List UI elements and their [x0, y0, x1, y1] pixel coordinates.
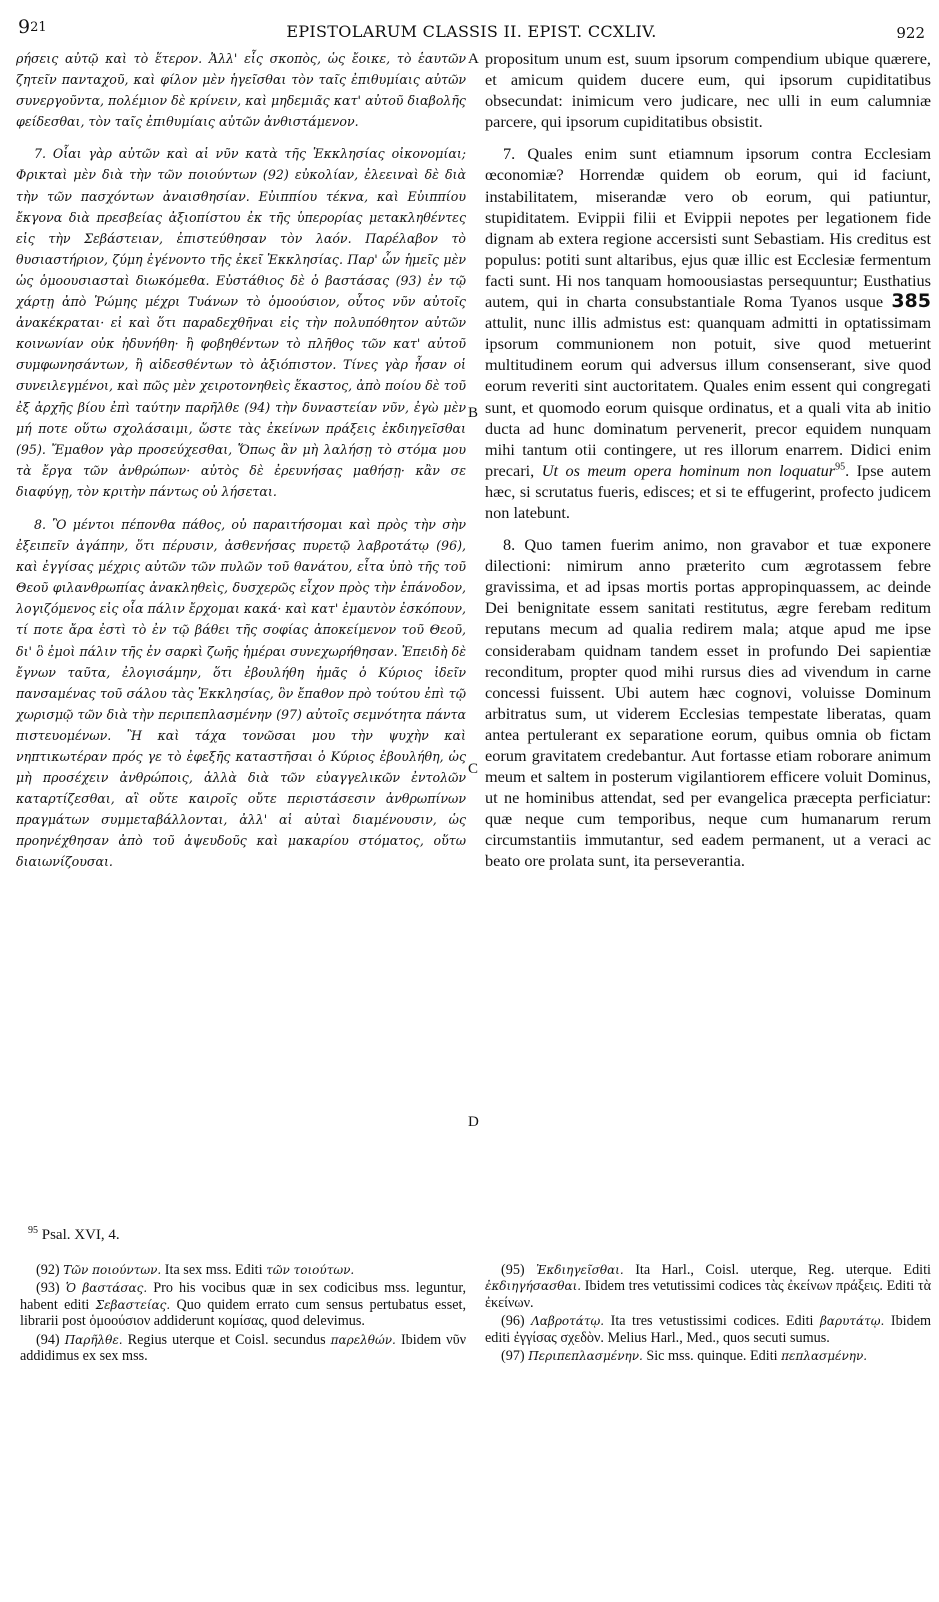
section-marker-b: B [468, 405, 479, 421]
page-number-left: $9^{21}$ [18, 16, 47, 38]
greek-column [16, 48, 466, 873]
running-title: EPISTOLARUM CLASSIS II. EPIST. CCXLIV. [286, 22, 657, 41]
greek-paragraph-8: 8. Ὃ μέντοι πέπονθα πάθος, οὐ παραιτήσομαι καὶ πρὸς τὴν σὴν ἐξειπεῖν ἀγάπην, ὅτι πέρυσιν, ἀσθενήσας πυρετῷ λαβροτάτῳ (96), καὶ ἐγγίσας μέχρις αὐτῶν τῶν πυλῶν τοῦ θανάτου, εἶτα ὑπὸ τῆς τοῦ Θεοῦ φιλανθρωπίας ἀνακληθεὶς, δυσχερῶς εἶχον πρὸς τὴν ἐπάνοδον, λογιζόμενος εἰς οἷα πάλιν ἔρχομαι κακά· καὶ κατ' ἐμαυτὸν ἐσκόπουν, τί ποτε ἄρα ἐστὶ τὸ ἐν τῷ βάθει τῆς σοφίας ἀποκείμενον τοῦ Θεοῦ, δι' ὃ ἐμοὶ πάλιν τῆς ἐν σαρκὶ ζωῆς ἡμέραι συνεχωρήθησαν. Ἐπειδὴ δὲ ἔγνων ταῦτα, ἐλογισάμην, ὅτι ἐβουλήθη ἡμᾶς ὁ Κύριος ἰδεῖν πανσαμένας τοῦ σάλου τὰς Ἐκκλησίας, ὃν ἔπαθον πρὸ τούτου ἐπὶ τῷ χωρισμῷ τῶν διὰ τὴν περιπεπλασμένην (97) αὐτοῖς σεμνότητα πάντα πιστευομένων. Ἢ καὶ τάχα τονῶσαι μου τὴν ψυχὴν καὶ νηπτικωτέραν πρός γε τὸ ἐφεξῆς καταστῆσαι ὁ Κύριος ἐβουλήθη, ὡς μὴ προσέχειν ἀνθρώποις, ἀλλὰ διὰ τῶν εὐαγγελικῶν ἐντολῶν καταρτίζεσθαι, αἳ οὔτε καιροῖς οὔτε περιστάσεσιν ἀνθρωπίνων πραγμάτων συμμεταβάλλονται, ἀλλ' αἱ αὐταὶ διαμένουσιν, ὡς προηνέχθησαν ἀπὸ τοῦ ἀψευδοῦς καὶ μακαρίου στόματος, οὕτω διαιωνίζουσαι. [16, 516, 466, 870]
note-92: (92) Τῶν ποιούντων. Ita sex mss. Editi τῶν τοιούτων. [36, 1262, 355, 1278]
page-number-right: 922 [896, 24, 925, 42]
latin-column [485, 48, 931, 872]
section-marker-a: A [468, 51, 479, 67]
note-93: (93) Ὁ βαστάσας. Pro his vocibus quæ in sex codicibus mss. leguntur, habent editi Σεβαστείας. Quo quidem errato cum sensus pertubatus esset, librarii post ὁμοούσιον addiderunt κομίσας, quod delevimus. [20, 1280, 467, 1330]
greek-paragraph-7: 7. Οἷαι γὰρ αὐτῶν καὶ αἱ νῦν κατὰ τῆς Ἐκκλησίας οἰκονομίαι; Φρικταὶ μὲν διὰ τὴν τῶν ποιούντων (92) εὐκολίαν, ἐλεειναὶ δὲ διὰ τὴν τῶν πασχόντων ἀναισθησίαν. Εὐιππίου τέκνα, καὶ Εὐιππίου ἔκγονα διὰ πρεσβείας ἀξιοπίστου ἐκ τῆς ὑπερορίας μετακληθέντες εἰς τὴν Σεβάστειαν, ἐπιστεύθησαν τὸν λαόν. Παρέλαβον τὸ θυσιαστήριον, ζύμη ἐγένοντο τῆς ἐκεῖ Ἐκκλησίας. Παρ' ὧν ἡμεῖς μὲν ὡς ὁμοουσιασταὶ διωκόμεθα. Εὐστάθιος δὲ ὁ βαστάσας (93) ἐν τῷ χάρτῃ ἀπὸ Ῥώμης μέχρι Τυάνων τὸ ὁμοούσιον, οὗτος νῦν αὐτοῖς ἀνακέκραται· εἰ καὶ ὅτι παραδεχθῆναι εἰς τὴν πολυπόθητον αὐτῶν κοινωνίαν οὐκ ἠδυνήθη· ἢ φοβηθέντων τὸ πλῆθος τῶν κατ' αὐτοῦ συμφωνησάντων, ἢ αἰδεσθέντων τὸ ἀξιόπιστον. Τίνες γὰρ ἦσαν οἱ συνειλεγμένοι, καὶ πῶς μὲν χειροτονηθεὶς ἕκαστος, ἀπὸ ποίου δὲ τοῦ ἐξ ἀρχῆς βίου ἐπὶ ταύτην παρῆλθε (94) τὴν δυναστείαν νῦν, ἐγὼ μὲν μή ποτε οὕτω σχολάσαιμι, ὥστε τὰς ἐκείνων πράξεις ἐκδιηγεῖσθαι (95). Ἔμαθον γὰρ προσεύχεσθαι, Ὅπως ἂν μὴ λαλήσῃ τὸ στόμα μου τὰ ἔργα τῶν ἀνθρώπων· αὐτὸς δὲ ἐρευνήσας μαθήσῃ· κἂν σε διαφύγῃ, τὸν κριτὴν πάντως οὐ λήσεται. [16, 146, 466, 499]
footnote-reference: 95 [835, 461, 846, 473]
scripture-quote: Ut os meum opera hominum non loquatur [541, 460, 836, 480]
greek-paragraph-intro: ρήσεις αὐτῷ καὶ τὸ ἕτερον. Ἀλλ' εἷς σκοπὸς, ὡς ἔοικε, τὸ ἑαυτῶν ζητεῖν πανταχοῦ, καὶ φίλον μὲν ἡγεῖσθαι τὸν ταῖς ἐπιθυμίαις αὐτῶν συνεργοῦντα, πολέμιον δὲ κρίνειν, καὶ μηδεμιᾶς κατ' αὐτοῦ διαβολῆς φείδεσθαι, τὸν ταῖς ἐπιθυμίαις αὐτῶν ἀνθιστάμενον. [16, 51, 466, 130]
page-header [18, 16, 925, 46]
latin-paragraph-8: 8. Quo tamen fuerim animo, non gravabor et tuæ exponere dilectioni: nimirum anno præterito cum ægrotassem febre gravissima, et ad ipsas mortis portas appropinquassem, ac deinde Dei benignitate essem sanitati restitutus, ægre ferebam reditum reputans mecum ad qualia redirem mala; atque apud me ipse considerabam quidnam tandem esset in profundo Dei sapientiæ reconditum, propter quod mihi rursus dies ad vivendum in carne concessi fuissent. Ubi autem hæc cognovi, voluisse Dominum arbitratus sum, ut viderem Ecclesias tempestate liberatas, quam antea pertulerant ex separatione eorum, quibus omnia ob fictam eorum gravitatem credebantur. Aut fortasse etiam roborare animum meum et saltem in posterum vigilantiorem efficere voluit Dominus, ut ne hominibus attendat, sed per evangelica præcepta perficiatur: quæ neque cum temporibus, neque cum humanarum rerum circumstantiis immutantur, sed eadem permanent, ut a veraci ac beato ore prolata sunt, ita perseverantia. [485, 535, 931, 871]
section-marker-d: D [468, 1114, 479, 1130]
note-94: (94) Παρῆλθε. Regius uterque et Coisl. secundus παρελθών. Ibidem νῦν addidimus ex sex mss. [20, 1331, 467, 1365]
scripture-footnote: $^{95}$ Psal. XVI, 4. [28, 1225, 120, 1243]
note-95: (95) Ἐκδιηγεῖσθαι. Ita Harl., Coisl. uterque, Reg. uterque. Editi ἐκδιηγήσασθαι. Ibidem tres vetutissimi codices τὰς ἐκείνων πράξεις. Editi τὰ ἐκείνων. [485, 1262, 932, 1311]
section-marker-c: C [468, 761, 479, 777]
latin-paragraph-7: 7. Quales enim sunt etiamnum ipsorum contra Ecclesiam œconomiæ? Horrendæ quidem ob eorum, qui id faciunt, instabilitatem, miserandæ vero ob eorum, qui patiuntur, stupiditatem. Evippii filii et Evippii nepotes per legationem fide dignam ab extera regione accersisti sunt Sebastiam. His creditus est populus: potiti sunt altaribus, ejus quæ illic est Ecclesiæ fermentum facti sunt. Hi nos tanquam homoousiastas persequuntur; Eusthatius autem, qui in charta consubstantiale Roma Tyanos usque 385 attulit, nunc illis admistus est: quanquam admitti in optatissimam ipsorum communionem non potuit, sive quod metuerint multitudinem eorum qui adversus illum consenserant, sive quod eorum reveriti sint auctoritatem. Quales enim essent qui congregati sunt, et quomodo eorum quisque ordinatus, et a quali vita ab initio ducta ad hunc dominatum pervenerit, precor equidem nunquam mihi tantum otii contingere, ut res illorum enarrem. Didici enim precari, Ut os meum opera hominum non loquatur$^{95}$. Ipse autem hæc, si scrutatus fueris, edisces; et si te effugerint, profecto judicem non latebunt. [485, 144, 931, 522]
notes-left [20, 1262, 466, 1366]
page-marker-number: 385 [891, 290, 931, 313]
note-96: (96) Λαβροτάτῳ. Ita tres vetustissimi codices. Editi βαρυτάτῳ. Ibidem editi ἐγγίσας σχεδὸν. Melius Harl., Med., quos secuti sumus. [485, 1313, 932, 1346]
note-97: (97) Περιπεπλασμένην. Sic mss. quinque. Editi πεπλασμένην. [501, 1348, 868, 1365]
notes-right [485, 1262, 931, 1366]
latin-paragraph-intro: propositum unum est, suum ipsorum compendium ubique quærere, et amicum quidem ducere eum, qui ipsorum cupiditatibus obsecundat: inimicum vero judicare, nec ulli in eum calumniæ parcere, qui ipsorum cupiditatibus obsistit. [485, 49, 931, 132]
